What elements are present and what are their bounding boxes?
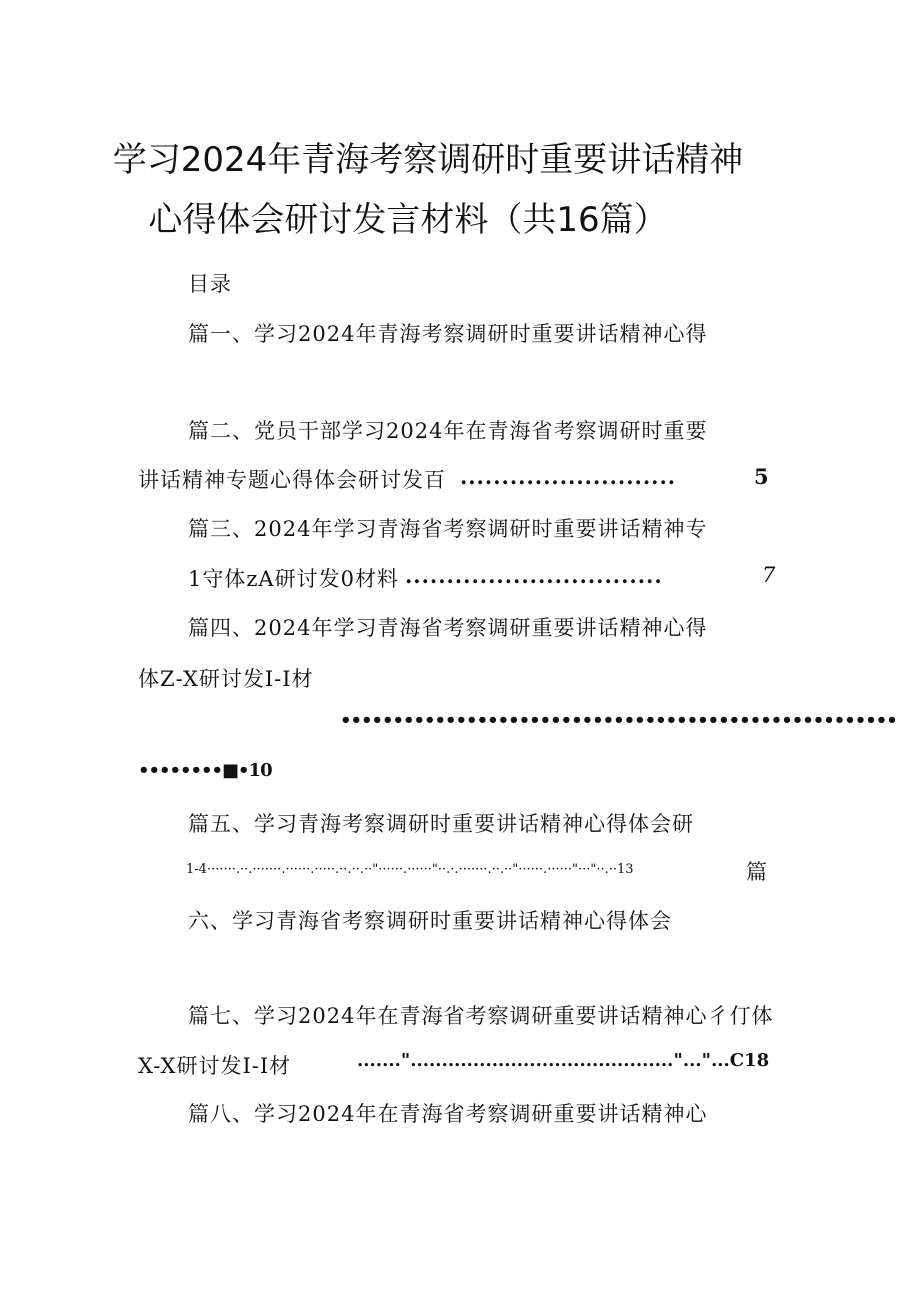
toc-item-2-leader: .......................... xyxy=(460,464,677,489)
toc-item-2-page: 5 xyxy=(754,464,769,489)
toc-item-6-prefix: 篇 xyxy=(746,860,768,884)
toc-item-2-line-2[interactable]: 讲话精神专题心得体会研讨发百 xyxy=(138,468,446,492)
toc-item-3-page: 7 xyxy=(762,563,776,587)
toc-item-7-leader: .......".........................................."..."...C18 xyxy=(357,1050,770,1071)
document-title-line-2: 心得体会研讨发言材料（共16篇） xyxy=(148,200,668,240)
toc-item-7-line-1[interactable]: 篇七、学习2024年在青海省考察调研重要讲话精神心彳仃体 xyxy=(188,1004,774,1028)
toc-item-7-line-2[interactable]: X-X研讨发I-I材 xyxy=(138,1054,292,1078)
toc-item-5-leader: 1-4·······.··.·······.······.·····.··.··.··"······.······"··.·.·······.··.··"······.······"···"··.··13 xyxy=(186,862,634,877)
toc-item-4-leader: ••••••••••••••••••••••••••••••••••••••••••••••••••••• xyxy=(340,710,897,731)
toc-item-3-leader: ............................... xyxy=(405,563,663,588)
toc-item-4-line-1[interactable]: 篇四、2024年学习青海省考察调研重要讲话精神心得 xyxy=(188,616,708,640)
toc-item-8-line-1[interactable]: 篇八、学习2024年在青海省考察调研重要讲话精神心 xyxy=(188,1102,708,1126)
document-title-line-1: 学习2024年青海考察调研时重要讲话精神 xyxy=(112,140,744,180)
toc-item-5-line-1[interactable]: 篇五、学习青海考察调研时重要讲话精神心得体会研 xyxy=(188,812,694,836)
toc-item-3-line-2[interactable]: 1守体zA研讨发0材料 xyxy=(188,567,399,591)
toc-heading: 目录 xyxy=(188,272,232,296)
toc-item-6-line-1[interactable]: 六、学习青海省考察调研时重要讲话精神心得体会 xyxy=(188,909,672,933)
toc-item-2-line-1[interactable]: 篇二、党员干部学习2024年在青海省考察调研时重要 xyxy=(188,419,708,443)
toc-item-4-line-2[interactable]: 体Z-X研讨发I-I材 xyxy=(138,667,314,691)
toc-item-3-line-1[interactable]: 篇三、2024年学习青海省考察调研时重要讲话精神专 xyxy=(188,517,708,541)
toc-item-1[interactable]: 篇一、学习2024年青海考察调研时重要讲话精神心得 xyxy=(188,322,708,346)
toc-item-4-page: ••••••••■•10 xyxy=(138,760,272,781)
